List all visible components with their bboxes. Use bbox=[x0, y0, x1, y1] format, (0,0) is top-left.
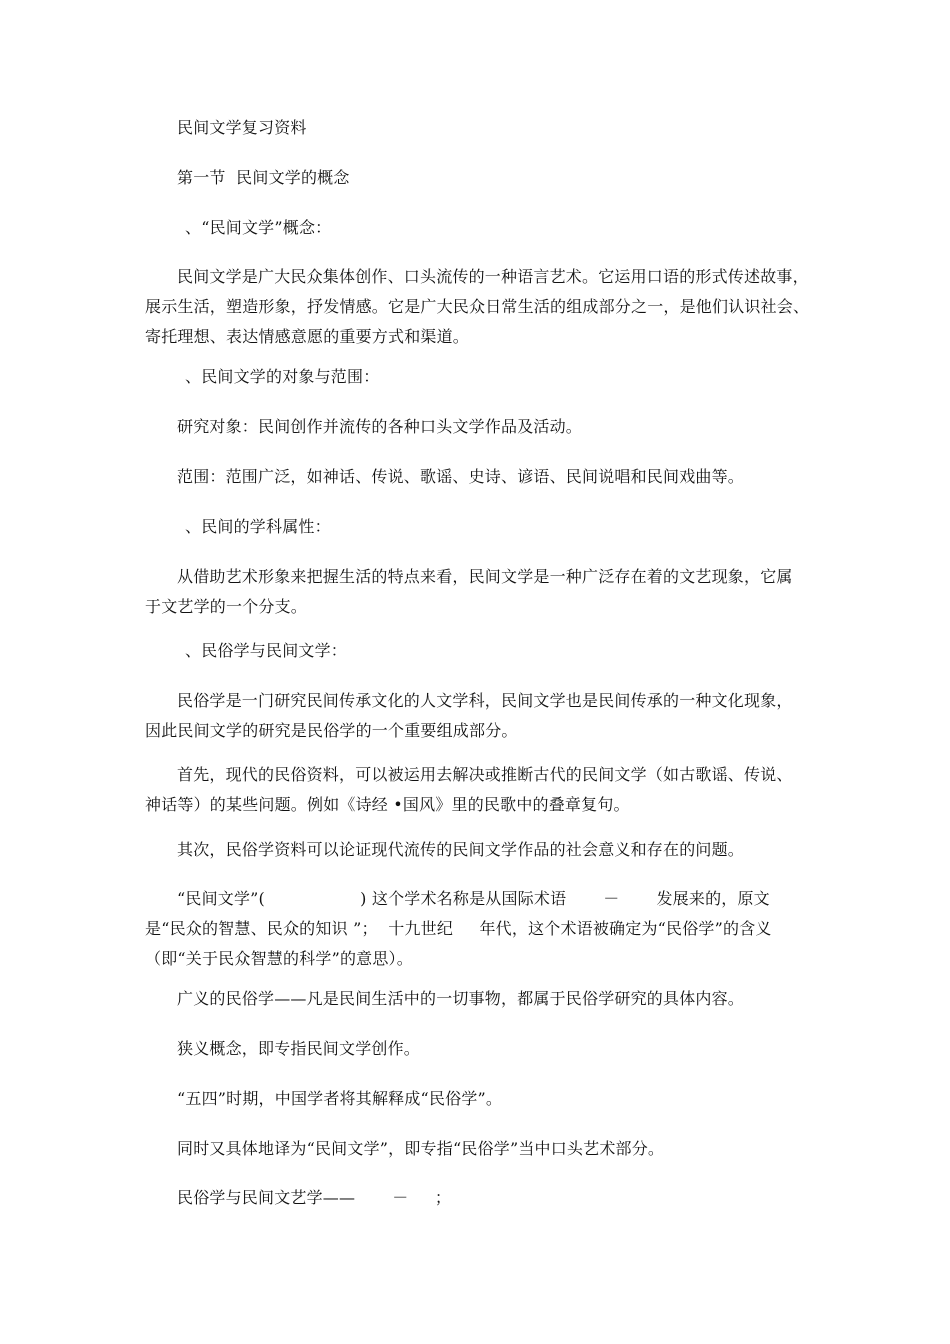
paragraph-first bbox=[145, 760, 810, 820]
text-line: 于文艺学的一个分支。 bbox=[145, 597, 308, 616]
text-line: 寄托理想、表达情感意愿的重要方式和渠道。 bbox=[145, 327, 470, 346]
text-line: 展示生活，塑造形象，抒发情感。它是广大民众日常生活的组成部分之一，是他们认识社会、 bbox=[145, 297, 810, 316]
paragraph-folk-art: 民俗学与民间文艺学—— － ； bbox=[177, 1188, 452, 1207]
text-line: 民俗学是一门研究民间传承文化的人文学科，民间文学也是民间传承的一种文化现象， bbox=[177, 691, 793, 710]
text-line: “民间文学”( ) 这个学术名称是从国际术语 － 发展来的，原文 bbox=[177, 889, 770, 908]
paragraph-narrow-sense: 狭义概念，即专指民间文学创作。 bbox=[177, 1039, 421, 1058]
text-line: 是“民众的智慧、民众的知识 ”； 十九世纪 年代，这个术语被确定为“民俗学”的含义 bbox=[145, 919, 772, 938]
paragraph-definition bbox=[145, 262, 810, 352]
text-line: 从借助艺术形象来把握生活的特点来看，民间文学是一种广泛存在着的文艺现象，它属 bbox=[177, 567, 793, 586]
paragraph-second: 其次，民俗学资料可以论证现代流传的民间文学作品的社会意义和存在的问题。 bbox=[177, 840, 745, 859]
text-line: 神话等）的某些问题。例如《诗经 •国风》里的民歌中的叠章复句。 bbox=[145, 795, 630, 814]
text-line: （即“关于民众智慧的科学”的意思）。 bbox=[145, 949, 413, 968]
text-line: 因此民间文学的研究是民俗学的一个重要组成部分。 bbox=[145, 721, 518, 740]
paragraph-may-fourth: “五四”时期，中国学者将其解释成“民俗学”。 bbox=[177, 1089, 503, 1108]
paragraph-range: 范围：范围广泛，如神话、传说、歌谣、史诗、谚语、民间说唱和民间戏曲等。 bbox=[177, 467, 745, 486]
text-line: 民间文学是广大民众集体创作、口头流传的一种语言艺术。它运用口语的形式传述故事， bbox=[177, 267, 809, 286]
paragraph-term-origin bbox=[145, 884, 810, 974]
paragraph-folklore bbox=[145, 686, 810, 746]
paragraph-translation: 同时又具体地译为“民间文学”，即专指“民俗学”当中口头艺术部分。 bbox=[177, 1139, 665, 1158]
subheading-concept: 、“民间文学”概念： bbox=[185, 218, 332, 237]
paragraph-discipline bbox=[145, 562, 810, 622]
paragraph-broad-sense: 广义的民俗学——凡是民间生活中的一切事物，都属于民俗学研究的具体内容。 bbox=[177, 989, 745, 1008]
subheading-discipline: 、民间的学科属性： bbox=[185, 517, 331, 536]
section-heading: 第一节 民间文学的概念 bbox=[177, 168, 350, 187]
subheading-folklore: 、民俗学与民间文学： bbox=[185, 641, 348, 660]
subheading-scope: 、民间文学的对象与范围： bbox=[185, 367, 380, 386]
paragraph-object: 研究对象：民间创作并流传的各种口头文学作品及活动。 bbox=[177, 417, 583, 436]
document-title: 民间文学复习资料 bbox=[177, 118, 307, 137]
text-line: 首先，现代的民俗资料，可以被运用去解决或推断古代的民间文学（如古歌谣、传说、 bbox=[177, 765, 793, 784]
